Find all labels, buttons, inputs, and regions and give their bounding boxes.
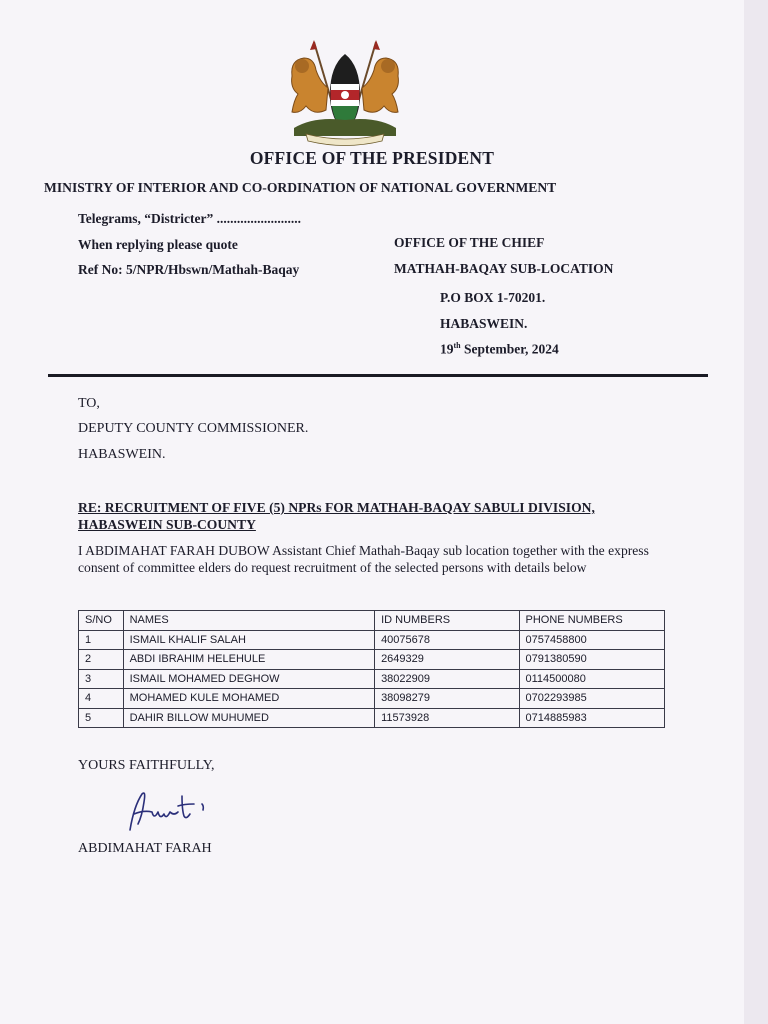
- cell-sno: 4: [79, 689, 124, 709]
- header-sno: S/NO: [79, 611, 124, 631]
- cell-name: DAHIR BILLOW MUHUMED: [123, 708, 374, 728]
- cell-phone: 0114500080: [519, 669, 664, 689]
- recruits-table: [78, 610, 665, 728]
- coat-of-arms-icon: [284, 36, 406, 146]
- cell-phone: 0791380590: [519, 650, 664, 670]
- office-heading: OFFICE OF THE PRESIDENT: [249, 148, 495, 168]
- cell-phone: 0714885983: [519, 708, 664, 728]
- cell-phone: 0757458800: [519, 630, 664, 650]
- closing-salutation: YOURS FAITHFULLY,: [78, 758, 215, 773]
- cell-sno: 5: [79, 708, 124, 728]
- sender-town: HABASWEIN.: [440, 316, 528, 331]
- recipient-to: TO,: [78, 396, 100, 411]
- cell-id: 11573928: [375, 708, 519, 728]
- replying-line: When replying please quote: [78, 237, 238, 252]
- table-row: [79, 650, 665, 670]
- sender-office: OFFICE OF THE CHIEF: [394, 235, 545, 250]
- cell-phone: 0702293985: [519, 689, 664, 709]
- header-divider: [48, 374, 708, 377]
- table-row: [79, 669, 665, 689]
- table-row: [79, 630, 665, 650]
- cell-id: 38022909: [375, 669, 519, 689]
- cell-sno: 1: [79, 630, 124, 650]
- sender-po-box: P.O BOX 1-70201.: [440, 290, 546, 305]
- telegrams-line: Telegrams, “Districter” .........................: [78, 211, 301, 226]
- cell-name: ABDI IBRAHIM HELEHULE: [123, 650, 374, 670]
- header-id-numbers: ID NUMBERS: [375, 611, 519, 631]
- handwritten-signature: [124, 786, 224, 836]
- recipient-title: DEPUTY COUNTY COMMISSIONER.: [78, 421, 309, 436]
- sender-location: MATHAH-BAQAY SUB-LOCATION: [394, 261, 614, 276]
- cell-name: ISMAIL MOHAMED DEGHOW: [123, 669, 374, 689]
- header-names: NAMES: [123, 611, 374, 631]
- subject-line-1: RE: RECRUITMENT OF FIVE (5) NPRs FOR MATHAH-BAQAY SABULI DIVISION,: [78, 500, 595, 515]
- cell-sno: 2: [79, 650, 124, 670]
- table-header-row: [79, 611, 665, 631]
- header-phone-numbers: PHONE NUMBERS: [519, 611, 664, 631]
- letter-date: [440, 341, 559, 358]
- date-day: 19: [440, 341, 454, 357]
- signatory-name: ABDIMAHAT FARAH: [78, 841, 212, 856]
- table-row: [79, 708, 665, 728]
- cell-name: ISMAIL KHALIF SALAH: [123, 630, 374, 650]
- cell-id: 38098279: [375, 689, 519, 709]
- date-rest: September, 2024: [460, 341, 559, 357]
- subject-line: [78, 499, 595, 533]
- date-suffix: th: [453, 341, 461, 350]
- cell-id: 40075678: [375, 630, 519, 650]
- reference-number: Ref No: 5/NPR/Hbswn/Mathah-Baqay: [78, 262, 300, 277]
- cell-sno: 3: [79, 669, 124, 689]
- scan-edge: [744, 0, 768, 1024]
- ministry-heading: MINISTRY OF INTERIOR AND CO-ORDINATION OF NATIONAL GOVERNMENT: [44, 180, 557, 195]
- cell-name: MOHAMED KULE MOHAMED: [123, 689, 374, 709]
- subject-line-2: HABASWEIN SUB-COUNTY: [78, 517, 256, 532]
- recipient-town: HABASWEIN.: [78, 447, 166, 462]
- table-row: [79, 689, 665, 709]
- body-paragraph: I ABDIMAHAT FARAH DUBOW Assistant Chief Mathah-Baqay sub location together with the express consent of committee elders do request recruitment of the selected persons with details below: [78, 543, 649, 575]
- cell-id: 2649329: [375, 650, 519, 670]
